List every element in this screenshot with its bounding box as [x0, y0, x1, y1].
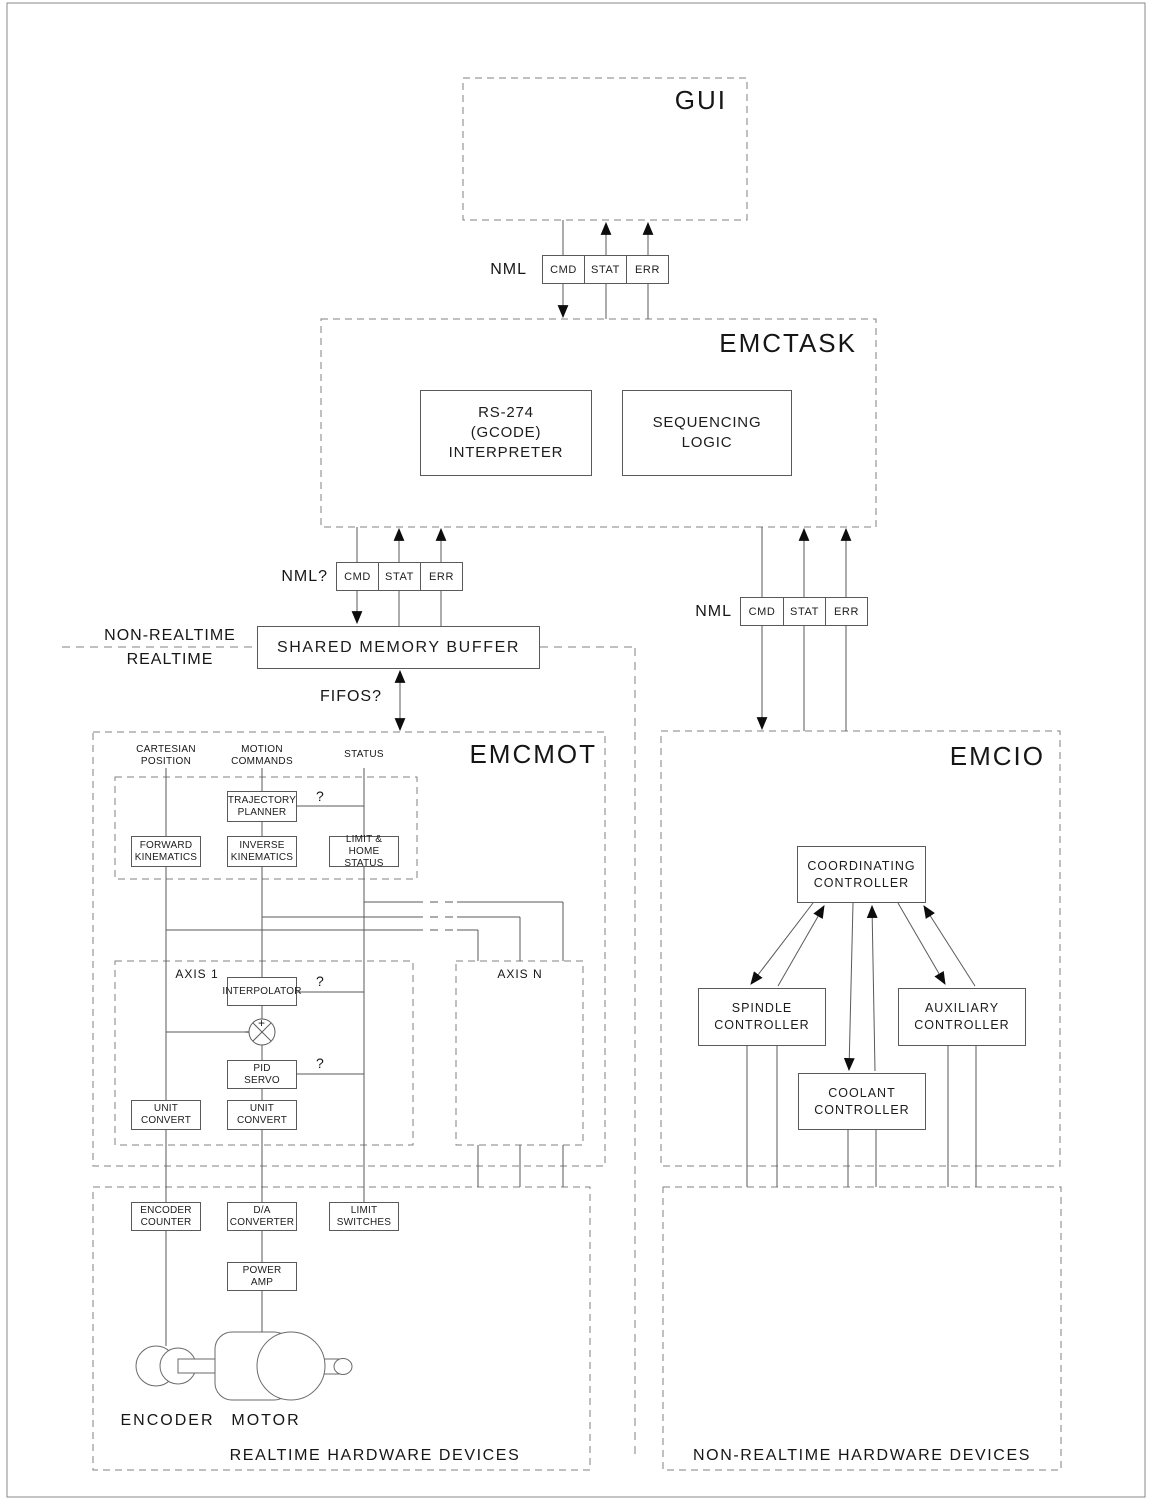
motor-shaft-end — [334, 1359, 352, 1375]
trajectory-question-mark: ? — [316, 788, 324, 804]
trajectory-planner-box: TRAJECTORY PLANNER — [227, 791, 297, 822]
gcode-interpreter-box — [420, 390, 592, 476]
gui-title: GUI — [674, 85, 727, 115]
encoder-counter-box: ENCODER COUNTER — [131, 1202, 201, 1231]
pid-servo-box: PID SERVO — [227, 1060, 297, 1089]
axisn-box — [456, 961, 583, 1145]
da-converter-box: D/A CONVERTER — [227, 1202, 297, 1231]
realtime-hw-caption: REALTIME HARDWARE DEVICES — [229, 1447, 521, 1464]
pid-question-mark: ? — [316, 1055, 324, 1071]
coordinating-controller-box: COORDINATING CONTROLLER — [797, 846, 926, 903]
power-amp-box: POWER AMP — [227, 1262, 297, 1291]
encoder-device-label: ENCODER — [120, 1412, 215, 1429]
nml-top-stat-box — [584, 255, 627, 284]
encoder-motor-drawing — [136, 1332, 352, 1400]
non-realtime-label: NON-REALTIME — [104, 627, 236, 644]
nml-left-label: NML? — [281, 568, 328, 585]
gcode-interpreter-line1: RS-274 — [478, 404, 534, 421]
nml-left-err-box — [420, 562, 463, 591]
nml-top-label: NML — [490, 261, 527, 278]
limit-switches-box: LIMIT SWITCHES — [329, 1202, 399, 1231]
interpolator-question-mark: ? — [316, 973, 324, 989]
fifos-label: FIFOS? — [319, 688, 382, 705]
unit-convert-position-box: UNIT CONVERT — [131, 1100, 201, 1130]
realtime-label: REALTIME — [126, 651, 214, 668]
nml-top-cmd-label: CMD — [550, 263, 577, 276]
nml-left-cmd-box — [336, 562, 379, 591]
unit-convert-output-box: UNIT CONVERT — [227, 1100, 297, 1130]
sequencing-logic-line2: LOGIC — [681, 434, 733, 451]
nml-right-err-label: ERR — [833, 605, 860, 618]
nonrealtime-hw-box — [663, 1187, 1061, 1470]
nml-right-stat-label: STAT — [790, 605, 819, 618]
emcio-title: EMCIO — [949, 741, 1045, 771]
coolant-controller-box: COOLANT CONTROLLER — [798, 1073, 926, 1130]
shared-memory-buffer-box — [257, 626, 540, 669]
nml-left-err-label: ERR — [428, 570, 455, 583]
sum-minus-sign: - — [245, 1024, 249, 1038]
shared-memory-buffer-label: SHARED MEMORY BUFFER — [277, 638, 520, 656]
nml-top-err-label: ERR — [634, 263, 661, 276]
nml-right-cmd-box — [740, 597, 784, 626]
gcode-interpreter-line2: (GCODE) — [470, 424, 542, 441]
axis1-label: AXIS 1 — [175, 967, 219, 981]
encoder-shaft — [178, 1359, 220, 1373]
motion-commands-label: MOTION COMMANDS — [231, 744, 293, 767]
emcmot-title: EMCMOT — [469, 739, 597, 769]
nml-right-err-box — [825, 597, 868, 626]
nml-left-stat-label: STAT — [385, 570, 414, 583]
nml-top-cmd-box — [542, 255, 585, 284]
auxiliary-controller-box: AUXILIARY CONTROLLER — [898, 988, 1026, 1046]
forward-kinematics-box: FORWARD KINEMATICS — [131, 836, 201, 867]
motor-device-label: MOTOR — [231, 1412, 301, 1429]
sequencing-logic-line1: SEQUENCING — [652, 414, 762, 431]
nonrealtime-hw-caption: NON-REALTIME HARDWARE DEVICES — [693, 1447, 1031, 1464]
nml-top-stat-label: STAT — [591, 263, 620, 276]
limit-home-status-box: LIMIT & HOME STATUS — [329, 836, 399, 867]
gcode-interpreter-line3: INTERPRETER — [448, 444, 564, 461]
nml-right-stat-box — [783, 597, 826, 626]
interpolator-box: INTERPOLATOR — [227, 977, 297, 1006]
axisn-label: AXIS N — [497, 967, 543, 981]
nml-left-cmd-label: CMD — [344, 570, 371, 583]
sum-plus-sign: + — [258, 1016, 266, 1030]
spindle-controller-box: SPINDLE CONTROLLER — [698, 988, 826, 1046]
nml-right-cmd-label: CMD — [748, 605, 776, 618]
cartesian-position-label: CARTESIAN POSITION — [136, 744, 196, 767]
inverse-kinematics-box: INVERSE KINEMATICS — [227, 836, 297, 867]
emctask-emcio-lines — [762, 527, 846, 731]
emctask-title: EMCTASK — [719, 328, 857, 358]
nml-left-stat-box — [378, 562, 421, 591]
motor-face — [257, 1332, 325, 1400]
nml-top-err-box — [626, 255, 669, 284]
sequencing-logic-box — [622, 390, 792, 476]
nml-right-label: NML — [695, 603, 732, 620]
status-label: STATUS — [344, 749, 384, 760]
